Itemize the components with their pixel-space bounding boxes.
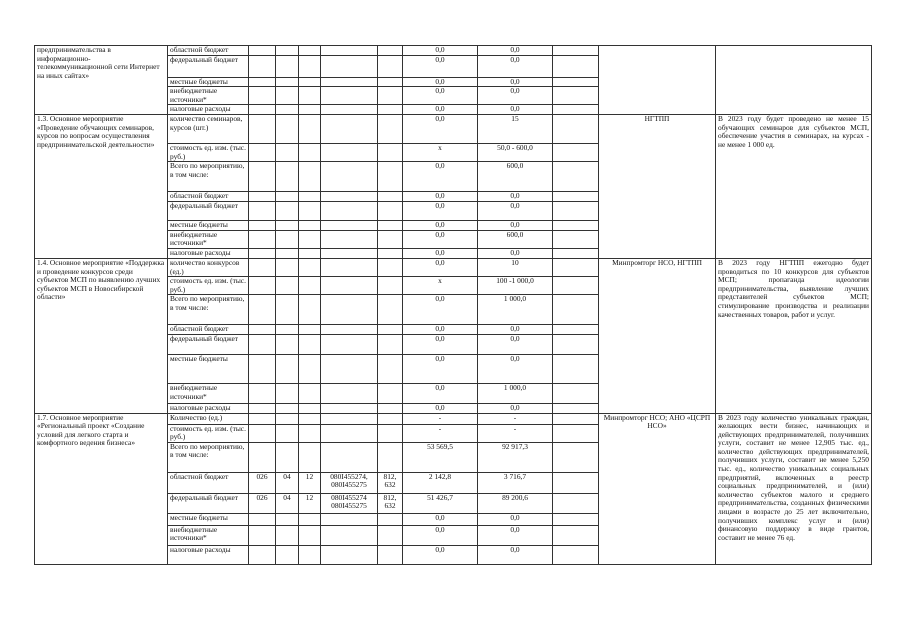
empty-cell: [553, 248, 599, 258]
value-2024: 0,0: [478, 202, 553, 221]
value-2023: 0,0: [403, 545, 478, 564]
code-target-article: [321, 55, 378, 77]
value-2024: 600,0: [478, 162, 553, 192]
indicator-label: налоговые расходы: [168, 403, 249, 413]
empty-cell: [553, 55, 599, 77]
code-subsection: [299, 202, 321, 221]
code-grbs: [249, 525, 276, 545]
value-2024: 0,0: [478, 221, 553, 231]
empty-cell: [553, 114, 599, 143]
indicator-label: стоимость ед. изм. (тыс. руб.): [168, 143, 249, 161]
indicator-label: налоговые расходы: [168, 105, 249, 115]
value-2024: 0,0: [478, 354, 553, 383]
code-target-article: [321, 354, 378, 383]
code-expense-type: [378, 334, 403, 354]
value-2023: 0,0: [403, 55, 478, 77]
empty-cell: [553, 192, 599, 202]
code-expense-type: [378, 277, 403, 295]
code-grbs: [249, 162, 276, 192]
indicator-label: Количество (ед.): [168, 413, 249, 424]
code-grbs: [249, 114, 276, 143]
code-grbs: [249, 248, 276, 258]
code-section: [276, 202, 299, 221]
code-expense-type: [378, 87, 403, 105]
code-section: [276, 334, 299, 354]
code-target-article: [321, 105, 378, 115]
indicator-label: налоговые расходы: [168, 545, 249, 564]
code-target-article: [321, 403, 378, 413]
value-2024: 0,0: [478, 105, 553, 115]
activity-title: 1.4. Основное мероприятие «Поддержка и проведение конкурсов среди субъектов МСП по выявлению лучших субъектов МСП в Новосибирской области»: [35, 258, 168, 413]
value-2024: 0,0: [478, 525, 553, 545]
code-subsection: [299, 162, 321, 192]
code-section: [276, 87, 299, 105]
executor: Минпромторг НСО; АНО «ЦСРП НСО»: [599, 413, 716, 564]
code-target-article: [321, 424, 378, 442]
code-section: [276, 424, 299, 442]
code-subsection: [299, 277, 321, 295]
empty-cell: [553, 105, 599, 115]
code-target-article: [321, 545, 378, 564]
indicator-label: федеральный бюджет: [168, 493, 249, 513]
empty-cell: [553, 46, 599, 56]
code-grbs: [249, 383, 276, 403]
code-subsection: [299, 192, 321, 202]
value-2024: 0,0: [478, 46, 553, 56]
value-2023: 0,0: [403, 230, 478, 248]
code-subsection: [299, 143, 321, 161]
executor: [599, 46, 716, 115]
code-target-article: [321, 383, 378, 403]
code-section: [276, 403, 299, 413]
value-2024: 0,0: [478, 403, 553, 413]
code-subsection: [299, 354, 321, 383]
code-section: [276, 55, 299, 77]
code-grbs: [249, 354, 276, 383]
code-expense-type: [378, 513, 403, 525]
indicator-label: внебюджетные источники*: [168, 383, 249, 403]
code-target-article: 080I455274 080I455275: [321, 493, 378, 513]
activity-title: 1.7. Основное мероприятие «Региональный проект «Создание условий для легкого старта и комфортного ведения бизнеса»: [35, 413, 168, 564]
value-2024: 0,0: [478, 325, 553, 335]
empty-cell: [553, 354, 599, 383]
indicator-label: федеральный бюджет: [168, 334, 249, 354]
code-target-article: [321, 77, 378, 87]
indicator-label: Всего по мероприятию, в том числе:: [168, 442, 249, 472]
code-section: [276, 77, 299, 87]
table-row: [35, 413, 872, 424]
value-2023: -: [403, 413, 478, 424]
indicator-label: местные бюджеты: [168, 221, 249, 231]
code-subsection: 12: [299, 493, 321, 513]
value-2024: 10: [478, 258, 553, 276]
code-expense-type: [378, 114, 403, 143]
code-subsection: [299, 525, 321, 545]
empty-cell: [553, 77, 599, 87]
code-section: [276, 114, 299, 143]
value-2024: -: [478, 413, 553, 424]
code-subsection: [299, 424, 321, 442]
code-expense-type: [378, 325, 403, 335]
expected-result: В 2023 году НГТПП ежегодно будет проводиться по 10 конкурсов для субъектов МСП; пропаганда идеологии предпринимательства, выявление лучших представителей субъектов МСП; стимулирование производства и реализации качественных товаров, работ и услуг.: [716, 258, 872, 413]
code-target-article: [321, 162, 378, 192]
code-expense-type: [378, 248, 403, 258]
value-2023: х: [403, 143, 478, 161]
code-expense-type: [378, 403, 403, 413]
value-2024: 0,0: [478, 334, 553, 354]
value-2023: 51 426,7: [403, 493, 478, 513]
code-subsection: [299, 545, 321, 564]
code-expense-type: 812, 632: [378, 472, 403, 493]
empty-cell: [553, 221, 599, 231]
value-2024: 89 200,6: [478, 493, 553, 513]
value-2023: 0,0: [403, 77, 478, 87]
value-2023: 0,0: [403, 334, 478, 354]
code-section: [276, 277, 299, 295]
code-section: [276, 442, 299, 472]
code-subsection: [299, 46, 321, 56]
value-2023: 0,0: [403, 87, 478, 105]
value-2024: 0,0: [478, 248, 553, 258]
code-section: [276, 525, 299, 545]
value-2024: 0,0: [478, 87, 553, 105]
code-target-article: [321, 413, 378, 424]
code-target-article: 080I455274, 080I455275: [321, 472, 378, 493]
value-2023: 0,0: [403, 105, 478, 115]
code-target-article: [321, 325, 378, 335]
code-section: [276, 162, 299, 192]
code-subsection: [299, 258, 321, 276]
code-grbs: [249, 513, 276, 525]
code-subsection: [299, 442, 321, 472]
value-2023: 0,0: [403, 525, 478, 545]
code-section: [276, 143, 299, 161]
code-subsection: [299, 403, 321, 413]
value-2023: -: [403, 424, 478, 442]
value-2023: 0,0: [403, 114, 478, 143]
executor: Минпромторг НСО, НГТПП: [599, 258, 716, 413]
empty-cell: [553, 230, 599, 248]
indicator-label: внебюджетные источники*: [168, 230, 249, 248]
value-2024: 1 000,0: [478, 295, 553, 325]
code-subsection: [299, 55, 321, 77]
code-target-article: [321, 513, 378, 525]
code-grbs: [249, 46, 276, 56]
value-2023: 0,0: [403, 325, 478, 335]
code-expense-type: [378, 258, 403, 276]
code-section: [276, 513, 299, 525]
code-section: [276, 105, 299, 115]
code-grbs: 026: [249, 472, 276, 493]
value-2023: 0,0: [403, 248, 478, 258]
code-subsection: [299, 77, 321, 87]
code-grbs: [249, 221, 276, 231]
indicator-label: количество конкурсов (ед.): [168, 258, 249, 276]
code-subsection: [299, 230, 321, 248]
empty-cell: [553, 383, 599, 403]
empty-cell: [553, 295, 599, 325]
empty-cell: [553, 258, 599, 276]
value-2023: 0,0: [403, 513, 478, 525]
code-expense-type: [378, 354, 403, 383]
expected-result: В 2023 году количество уникальных граждан, желающих вести бизнес, начинающих и действующих предпринимателей, получивших услуги, составит не менее 12,905 тыс. ед., количество действующих предпринимателей, получивших услуги, составит не менее 5,250 тыс. ед., количество уникальных социальных предприятий, включенных в реестр социальных предпринимателей, и (или) количество субъектов малого и среднего предпринимательства, созданных физическими лицами в возрасте до 25 лет включительно, получивших комплекс услуг и (или) финансовую поддержку в виде грантов, составит не менее 76 ед.: [716, 413, 872, 564]
table-row: [35, 258, 872, 276]
value-2023: 0,0: [403, 354, 478, 383]
indicator-label: Всего по мероприятию, в том числе:: [168, 162, 249, 192]
code-grbs: [249, 202, 276, 221]
code-grbs: [249, 230, 276, 248]
empty-cell: [553, 525, 599, 545]
code-subsection: [299, 221, 321, 231]
code-section: [276, 295, 299, 325]
value-2024: 0,0: [478, 545, 553, 564]
code-subsection: [299, 383, 321, 403]
indicator-label: внебюджетные источники*: [168, 87, 249, 105]
activity-title: 1.3. Основное мероприятие «Проведение обучающих семинаров, курсов по вопросам осуществления предпринимательской деятельности»: [35, 114, 168, 258]
empty-cell: [553, 413, 599, 424]
code-grbs: [249, 192, 276, 202]
value-2023: 0,0: [403, 403, 478, 413]
code-section: [276, 248, 299, 258]
table-row: [35, 114, 872, 143]
code-grbs: [249, 258, 276, 276]
indicator-label: стоимость ед. изм. (тыс. руб.): [168, 277, 249, 295]
value-2023: 2 142,8: [403, 472, 478, 493]
indicator-label: налоговые расходы: [168, 248, 249, 258]
code-grbs: [249, 413, 276, 424]
code-section: 04: [276, 472, 299, 493]
code-target-article: [321, 334, 378, 354]
indicator-label: местные бюджеты: [168, 513, 249, 525]
value-2024: 0,0: [478, 55, 553, 77]
value-2023: 0,0: [403, 221, 478, 231]
indicator-label: местные бюджеты: [168, 354, 249, 383]
code-target-article: [321, 258, 378, 276]
empty-cell: [553, 442, 599, 472]
value-2023: 0,0: [403, 192, 478, 202]
empty-cell: [553, 545, 599, 564]
code-target-article: [321, 295, 378, 325]
code-section: [276, 46, 299, 56]
empty-cell: [553, 424, 599, 442]
table-row: [35, 46, 872, 56]
value-2023: 0,0: [403, 162, 478, 192]
value-2023: 0,0: [403, 202, 478, 221]
code-section: [276, 192, 299, 202]
code-subsection: 12: [299, 472, 321, 493]
code-target-article: [321, 87, 378, 105]
code-target-article: [321, 442, 378, 472]
code-target-article: [321, 277, 378, 295]
code-subsection: [299, 413, 321, 424]
empty-cell: [553, 162, 599, 192]
value-2023: 0,0: [403, 46, 478, 56]
code-section: [276, 221, 299, 231]
code-subsection: [299, 513, 321, 525]
code-subsection: [299, 114, 321, 143]
empty-cell: [553, 493, 599, 513]
code-target-article: [321, 221, 378, 231]
code-target-article: [321, 248, 378, 258]
code-expense-type: 812, 632: [378, 493, 403, 513]
indicator-label: областной бюджет: [168, 325, 249, 335]
code-grbs: [249, 334, 276, 354]
indicator-label: областной бюджет: [168, 192, 249, 202]
value-2024: 92 917,3: [478, 442, 553, 472]
code-grbs: 026: [249, 493, 276, 513]
code-grbs: [249, 87, 276, 105]
value-2024: 100 -1 000,0: [478, 277, 553, 295]
value-2024: -: [478, 424, 553, 442]
empty-cell: [553, 403, 599, 413]
code-expense-type: [378, 295, 403, 325]
code-target-article: [321, 230, 378, 248]
indicator-label: местные бюджеты: [168, 77, 249, 87]
code-section: [276, 258, 299, 276]
code-target-article: [321, 192, 378, 202]
code-expense-type: [378, 424, 403, 442]
empty-cell: [553, 87, 599, 105]
value-2024: 50,0 - 600,0: [478, 143, 553, 161]
code-grbs: [249, 442, 276, 472]
value-2024: 0,0: [478, 77, 553, 87]
empty-cell: [553, 334, 599, 354]
value-2024: 15: [478, 114, 553, 143]
value-2023: 0,0: [403, 383, 478, 403]
value-2024: 1 000,0: [478, 383, 553, 403]
code-grbs: [249, 77, 276, 87]
code-target-article: [321, 202, 378, 221]
code-grbs: [249, 403, 276, 413]
code-subsection: [299, 325, 321, 335]
value-2023: 0,0: [403, 258, 478, 276]
empty-cell: [553, 143, 599, 161]
code-expense-type: [378, 55, 403, 77]
code-expense-type: [378, 230, 403, 248]
code-target-article: [321, 525, 378, 545]
code-expense-type: [378, 383, 403, 403]
code-expense-type: [378, 413, 403, 424]
value-2023: 0,0: [403, 295, 478, 325]
value-2023: х: [403, 277, 478, 295]
code-expense-type: [378, 545, 403, 564]
code-expense-type: [378, 46, 403, 56]
code-section: [276, 545, 299, 564]
code-subsection: [299, 334, 321, 354]
budget-table: [34, 45, 872, 565]
empty-cell: [553, 472, 599, 493]
code-target-article: [321, 46, 378, 56]
code-grbs: [249, 277, 276, 295]
code-expense-type: [378, 221, 403, 231]
value-2024: 0,0: [478, 192, 553, 202]
code-subsection: [299, 105, 321, 115]
code-expense-type: [378, 162, 403, 192]
code-subsection: [299, 248, 321, 258]
indicator-label: областной бюджет: [168, 472, 249, 493]
code-grbs: [249, 295, 276, 325]
code-grbs: [249, 424, 276, 442]
value-2024: 600,0: [478, 230, 553, 248]
code-grbs: [249, 325, 276, 335]
indicator-label: внебюджетные источники*: [168, 525, 249, 545]
code-expense-type: [378, 525, 403, 545]
expected-result: В 2023 году будет проведено не менее 15 обучающих семинаров для субъектов МСП, обеспечение участия в семинарах, на курсах - не менее 1 000 ед.: [716, 114, 872, 258]
code-section: [276, 325, 299, 335]
code-grbs: [249, 105, 276, 115]
code-grbs: [249, 143, 276, 161]
indicator-label: областной бюджет: [168, 46, 249, 56]
code-section: [276, 413, 299, 424]
code-section: [276, 383, 299, 403]
value-2024: 0,0: [478, 513, 553, 525]
code-section: 04: [276, 493, 299, 513]
code-expense-type: [378, 442, 403, 472]
empty-cell: [553, 202, 599, 221]
expected-result: [716, 46, 872, 115]
code-grbs: [249, 545, 276, 564]
code-section: [276, 354, 299, 383]
code-subsection: [299, 87, 321, 105]
executor: НГТПП: [599, 114, 716, 258]
value-2024: 3 716,7: [478, 472, 553, 493]
indicator-label: количество семинаров, курсов (шт.): [168, 114, 249, 143]
indicator-label: федеральный бюджет: [168, 55, 249, 77]
code-expense-type: [378, 77, 403, 87]
empty-cell: [553, 277, 599, 295]
code-target-article: [321, 114, 378, 143]
empty-cell: [553, 513, 599, 525]
indicator-label: стоимость ед. изм. (тыс. руб.): [168, 424, 249, 442]
code-expense-type: [378, 192, 403, 202]
code-expense-type: [378, 105, 403, 115]
code-expense-type: [378, 143, 403, 161]
code-expense-type: [378, 202, 403, 221]
activity-title: предпринимательства в информационно-телекоммуникационной сети Интернет на иных сайтах»: [35, 46, 168, 115]
code-subsection: [299, 295, 321, 325]
code-section: [276, 230, 299, 248]
empty-cell: [553, 325, 599, 335]
indicator-label: федеральный бюджет: [168, 202, 249, 221]
value-2023: 53 569,5: [403, 442, 478, 472]
code-target-article: [321, 143, 378, 161]
code-grbs: [249, 55, 276, 77]
indicator-label: Всего по мероприятию, в том числе:: [168, 295, 249, 325]
